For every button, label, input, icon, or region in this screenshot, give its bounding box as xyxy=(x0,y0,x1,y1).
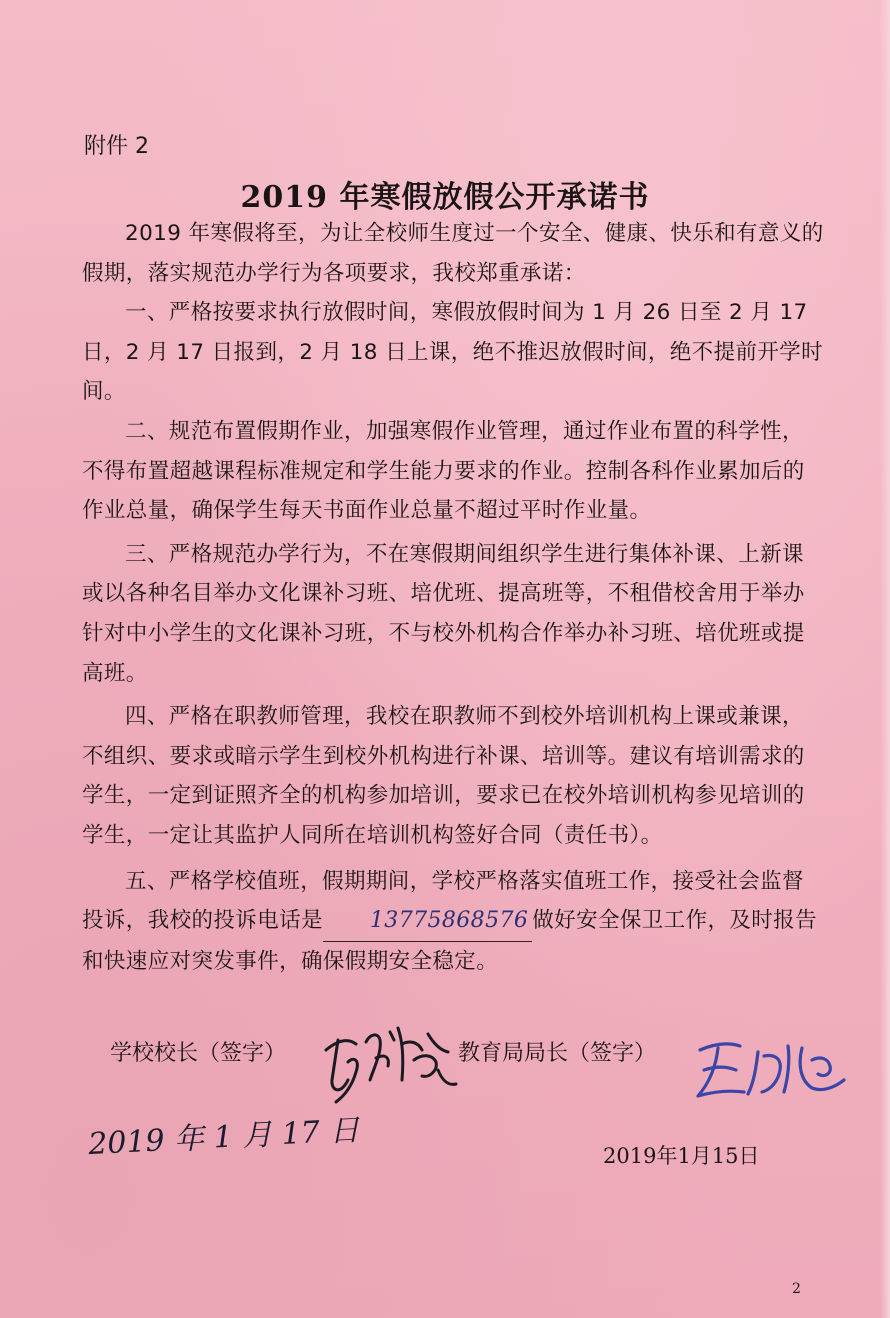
paragraph-5-text-a: 五、严格学校值班，假期期间，学校严格落实值班工作，接受社会监督投诉，我校的投诉电话是 xyxy=(82,868,804,934)
paragraph-2: 二、规范布置假期作业，加强寒假作业管理，通过作业布置的科学性，不得布置超越课程标准规定和学生能力要求的作业。控制各科作业累加后的作业总量，确保学生每天书面作业总量不超过平时作业量。 xyxy=(82,418,805,524)
paragraph-1: 一、严格按要求执行放假时间，寒假放假时间为 1 月 26 日至 2 月 17 日，2 月 17 日报到，2 月 18 日上课，绝不推迟放假时间，绝不提前开学时间。 xyxy=(82,300,824,405)
printed-date: 2019年1月15日 xyxy=(603,1144,760,1168)
attachment-label: 附件 2 xyxy=(84,134,149,159)
complaint-phone-number: 13775868576 xyxy=(323,901,532,942)
paragraph-5 xyxy=(82,862,824,982)
bureau-signature-label: 教育局局长（签字） xyxy=(458,1041,657,1066)
handwritten-date: 2019 年 1 月 17 日 xyxy=(87,1112,361,1163)
document-body xyxy=(82,214,824,981)
bureau-signature xyxy=(688,1030,858,1120)
document-title: 2019 年寒假放假公开承诺书 xyxy=(240,180,650,215)
paragraph-intro: 2019 年寒假将至，为让全校师生度过一个安全、健康、快乐和有意义的假期，落实规范办学行为各项要求，我校郑重承诺： xyxy=(82,221,824,286)
principal-signature-label: 学校校长（签字） xyxy=(110,1041,287,1066)
principal-signature xyxy=(318,1010,463,1110)
paragraph-5-text-b: 做好安全保卫工作，及时报告和快速应对突发事件，确保假期安全稳定。 xyxy=(82,908,817,974)
paragraph-3: 三、严格规范办学行为，不在寒假期间组织学生进行集体补课、上新课或以各种名目举办文化课补习班、培优班、提高班等，不租借校舍用于举办针对中小学生的文化课补习班，不与校外机构合作举办补习班、培优班或提高班。 xyxy=(82,541,805,686)
paragraph-4: 四、严格在职教师管理，我校在职教师不到校外培训机构上课或兼课，不组织、要求或暗示学生到校外机构进行补课、培训等。建议有培训需求的学生，一定到证照齐全的机构参加培训，要求已在校外培训机构参见培训的学生，一定让其监护人同所在培训机构签好合同（责任书）。 xyxy=(82,704,805,848)
page-number: 2 xyxy=(792,1281,801,1297)
